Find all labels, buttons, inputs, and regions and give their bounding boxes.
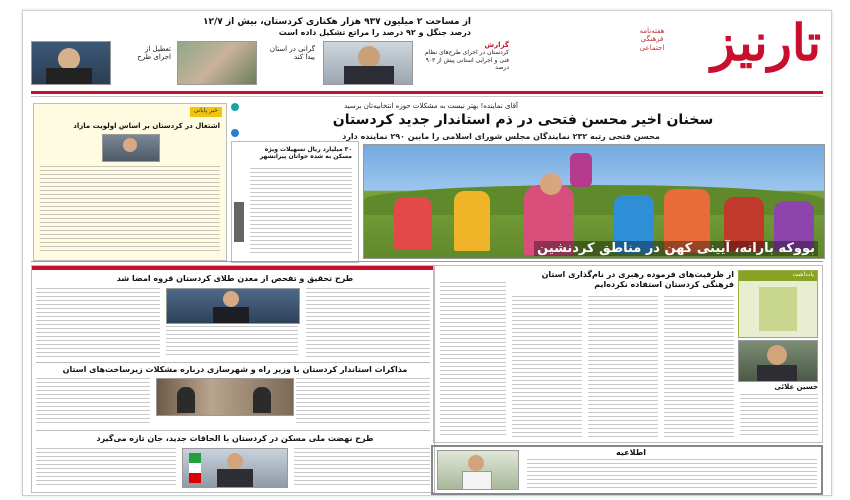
- tagline-line: فرهنگی: [640, 35, 664, 44]
- masthead: [623, 13, 823, 89]
- yaddasht-body: [740, 394, 818, 438]
- lower-right-col-3: [512, 296, 582, 438]
- story2-headline: مذاکرات استاندار کردستان با وزیر راه و شهرسازی درباره مشکلات زیرساخت‌های استان: [62, 365, 408, 374]
- left-box-photo: [102, 134, 160, 162]
- dancer-face: [540, 173, 562, 195]
- main-photo: [363, 144, 825, 259]
- person-silhouette: [58, 48, 80, 70]
- story3-body-right: [294, 448, 430, 486]
- teaser-caption-2: [259, 45, 315, 62]
- main-overline: آقای نماینده! بهتر نیست به مشکلات حوزه انتخابیه‌تان برسید: [344, 102, 518, 110]
- masthead-tagline: [623, 27, 681, 52]
- bullet-icon: [231, 129, 239, 137]
- brief: [417, 41, 509, 71]
- lower-right-headline: از ظرفیت‌های فرموده رهبری در نام‌گذاری استان فرهنگی کردستان استفاده نکرده‌ایم: [541, 270, 734, 289]
- teaser-caption-text: گرانی در استان: [269, 45, 315, 53]
- person-silhouette: [358, 46, 380, 68]
- teaser-photo-2: [177, 41, 257, 85]
- story1-photo: [166, 288, 300, 324]
- mid-vertical-tab: [234, 202, 244, 242]
- lower-right-col-1: [664, 296, 734, 438]
- story2-body-left: [36, 378, 150, 426]
- rule: [36, 430, 430, 431]
- top-headline-line2: درصد جنگل و ۹۲ درصد را مراتع تشکیل داده است: [278, 27, 471, 37]
- tagline-line: اجتماعی: [639, 43, 665, 52]
- yaddasht-label: [739, 271, 817, 281]
- story2-photo: [156, 378, 294, 416]
- teaser-caption-sub: پیدا کند: [293, 53, 315, 62]
- yaddasht-graphic: [759, 287, 797, 331]
- person-body: [213, 307, 249, 323]
- story1-body-mid: [166, 326, 298, 358]
- person-silhouette: [468, 455, 484, 471]
- teaser-photo-3: [323, 41, 413, 85]
- person-silhouette: [767, 345, 787, 365]
- person-body: [217, 469, 253, 487]
- mid-note: ۳۰ میلیارد ریال تسهیلات ویژه مسکن به شده جوانان پیرانشهر: [259, 146, 352, 161]
- masthead-logo: تارنیز: [711, 13, 821, 72]
- announcement-box: [431, 445, 823, 495]
- main-photo-caption: [364, 237, 824, 256]
- story3-photo: [182, 448, 288, 488]
- story3-headline: طرح نهضت ملی مسکن در کردستان با الحاقات جدید، جان تازه می‌گیرد: [96, 434, 374, 443]
- person-body: [344, 66, 394, 85]
- doll: [570, 153, 592, 187]
- story1-body-left: [36, 288, 160, 358]
- left-box-label-text: خبر پایانی: [193, 107, 218, 114]
- teaser-photo-1: [31, 41, 111, 85]
- main-photo-caption-text: بووکه بارانه، آیینی کهن در مناطق کردنشین: [534, 241, 818, 256]
- person-2: [253, 387, 271, 413]
- author-photo: [738, 340, 818, 382]
- top-headline: [31, 17, 471, 37]
- story1-headline: طرح تحقیق و تفحص از معدن طلای کردستان قروه امضا شد: [116, 274, 354, 283]
- main-headline: سخنان اخیر محسن فتحی در ذم استاندار جدید کردستان: [332, 112, 714, 128]
- teaser-caption-sub: اجرای طرح: [137, 53, 171, 62]
- masthead-rule: [31, 91, 823, 94]
- left-box-body: [40, 166, 220, 254]
- mid-column: [231, 141, 359, 263]
- yaddasht-box: [738, 270, 818, 338]
- teaser-caption-text: تعطیل از: [144, 45, 171, 53]
- rule: [36, 362, 430, 363]
- brief-kicker: گزارش: [484, 41, 509, 49]
- story1-body-right: [306, 288, 430, 358]
- fold-divider: [31, 261, 823, 262]
- flag: [189, 453, 201, 483]
- announcement-photo: [437, 450, 519, 490]
- lower-left-block: [31, 265, 435, 493]
- story2-body-right: [296, 378, 430, 426]
- person-silhouette: [223, 291, 239, 307]
- tagline-line: هفته‌نامه: [639, 27, 665, 35]
- top-headline-line1: از مساحت ۲ میلیون ۹۳۷ هزار هکتاری کردستان، بیش از ۱۲/۷: [203, 17, 471, 27]
- person-1: [177, 387, 195, 413]
- newspaper-page: [22, 10, 832, 496]
- left-box-headline: اشتغال در کردستان بر اساس اولویت مازاد: [73, 122, 220, 130]
- announcement-title: اطلاعیه: [616, 448, 646, 457]
- person-body: [757, 365, 797, 381]
- person-silhouette: [123, 138, 137, 152]
- lower-right-block: [433, 265, 823, 443]
- brief-text: کردستان در اجرای طرح‌های نظام فنی و اجرایی استانی پیش از ۹۰۳ درصد: [425, 49, 509, 71]
- lower-right-col-4: [440, 282, 506, 438]
- teaser-caption-1: [113, 45, 171, 62]
- yaddasht-text: یادداشت: [792, 271, 814, 278]
- mid-body: [250, 168, 352, 256]
- person-body: [46, 68, 92, 85]
- author-name: حسین علائی: [774, 383, 818, 391]
- lower-right-col-2: [588, 296, 658, 438]
- announcement-body: [527, 459, 817, 489]
- main-subhead: محسن فتحی رتبه ۲۳۲ نمایندگان مجلس شورای اسلامی را مابین ۲۹۰ نماینده دارد: [342, 132, 660, 141]
- left-yellow-box: [33, 103, 227, 261]
- teal-bullet-icon: [231, 103, 239, 111]
- person-body: [462, 471, 492, 490]
- story3-body-left: [36, 448, 176, 486]
- dateline: [31, 96, 823, 100]
- lower-left-rule: [32, 266, 434, 270]
- person-silhouette: [227, 453, 243, 469]
- left-box-label: [190, 107, 222, 117]
